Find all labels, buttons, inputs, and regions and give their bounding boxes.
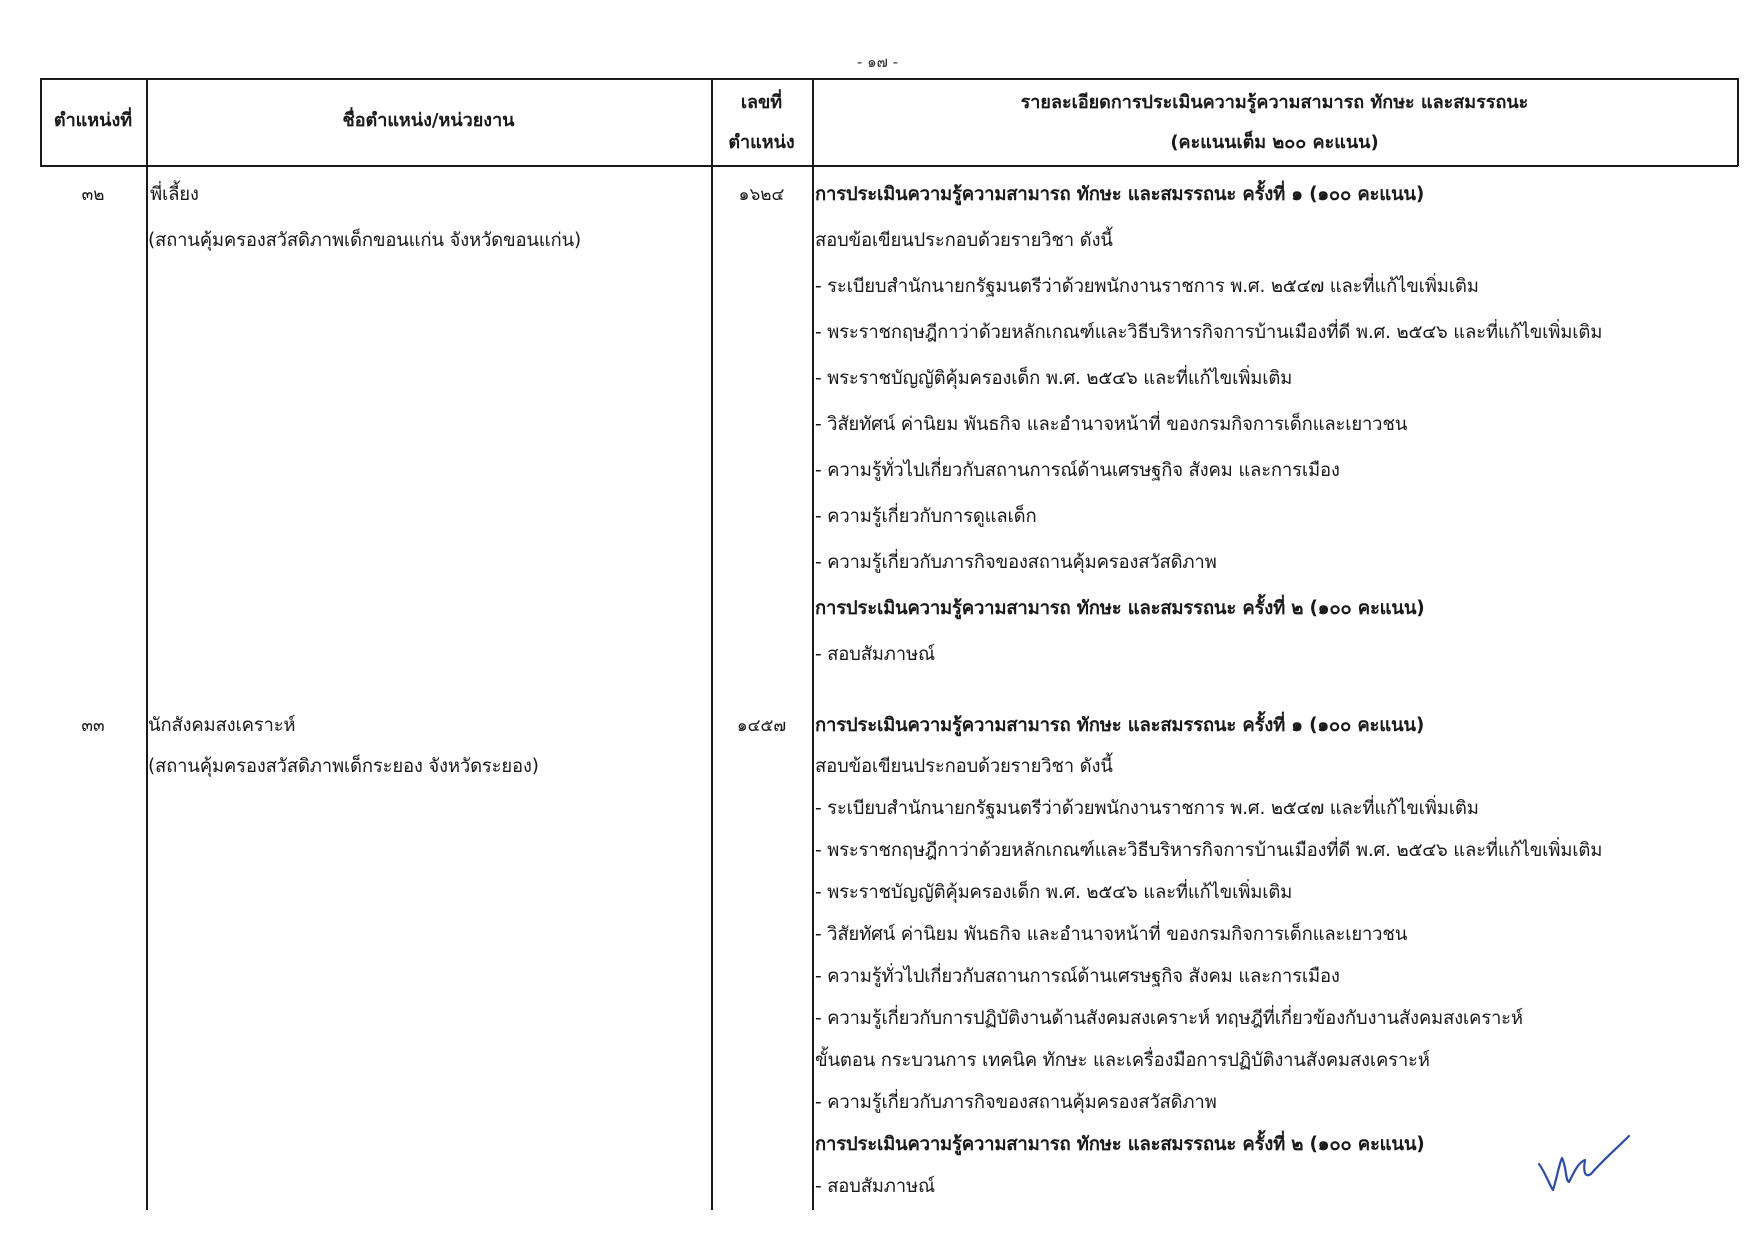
detail-line: - สอบสัมภาษณ์ [815,1176,935,1197]
row-unit: (สถานคุ้มครองสวัสดิภาพเด็กระยอง จังหวัดระยอง) [148,756,539,777]
header-bottom-border [40,165,1738,167]
row-seq: ๓๓ [81,716,105,736]
detail-line: - ความรู้เกี่ยวกับการปฏิบัติงานด้านสังคมสงเคราะห์ ทฤษฎีที่เกี่ยวข้องกับงานสังคมสงเคราะห์ [815,1008,1523,1029]
detail-line: - พระราชกฤษฎีกาว่าด้วยหลักเกณฑ์และวิธีบริหารกิจการบ้านเมืองที่ดี พ.ศ. ๒๕๔๖ และที่แก้ไขเพิ่มเติม [815,322,1603,343]
detail-line: สอบข้อเขียนประกอบด้วยรายวิชา ดังนี้ [815,756,1113,777]
detail-line: - พระราชบัญญัติคุ้มครองเด็ก พ.ศ. ๒๕๔๖ และที่แก้ไขเพิ่มเติม [815,368,1293,389]
detail-line: - ระเบียบสำนักนายกรัฐมนตรีว่าด้วยพนักงานราชการ พ.ศ. ๒๕๔๗ และที่แก้ไขเพิ่มเติม [815,276,1479,297]
col-divider-3 [812,78,814,1210]
page-number: - ๑๗ - [856,53,899,71]
detail-line: - วิสัยทัศน์ ค่านิยม พันธกิจ และอำนาจหน้าที่ ของกรมกิจการเด็กและเยาวชน [815,414,1408,435]
detail-line: - ความรู้เกี่ยวกับภารกิจของสถานคุ้มครองสวัสดิภาพ [815,552,1217,573]
detail-line: - ความรู้เกี่ยวกับการดูแลเด็ก [815,506,1037,527]
detail-line: - พระราชบัญญัติคุ้มครองเด็ก พ.ศ. ๒๕๔๖ และที่แก้ไขเพิ่มเติม [815,882,1293,903]
detail-line: สอบข้อเขียนประกอบด้วยรายวิชา ดังนี้ [815,230,1113,251]
header-position-no-2: ตำแหน่ง [728,132,795,153]
assessment-round-heading: การประเมินความรู้ความสามารถ ทักษะ และสมรรถนะ ครั้งที่ ๒ (๑๐๐ คะแนน) [815,1134,1425,1155]
assessment-round-heading: การประเมินความรู้ความสามารถ ทักษะ และสมรรถนะ ครั้งที่ ๑ (๑๐๐ คะแนน) [815,715,1425,736]
row-unit: (สถานคุ้มครองสวัสดิภาพเด็กขอนแก่น จังหวัดขอนแก่น) [148,230,581,251]
assessment-round-heading: การประเมินความรู้ความสามารถ ทักษะ และสมรรถนะ ครั้งที่ ๒ (๑๐๐ คะแนน) [815,598,1425,619]
table-top-border [40,78,1738,80]
detail-line: - ความรู้เกี่ยวกับภารกิจของสถานคุ้มครองสวัสดิภาพ [815,1092,1217,1113]
header-details-2: (คะแนนเต็ม ๒๐๐ คะแนน) [1170,132,1379,153]
header-title-unit: ชื่อตำแหน่ง/หน่วยงาน [342,110,515,131]
detail-line: - ความรู้ทั่วไปเกี่ยวกับสถานการณ์ด้านเศรษฐกิจ สังคม และการเมือง [815,460,1340,481]
row-seq: ๓๒ [81,185,105,205]
detail-line: - ความรู้ทั่วไปเกี่ยวกับสถานการณ์ด้านเศรษฐกิจ สังคม และการเมือง [815,966,1340,987]
detail-line: - วิสัยทัศน์ ค่านิยม พันธกิจ และอำนาจหน้าที่ ของกรมกิจการเด็กและเยาวชน [815,924,1408,945]
handwritten-initials [1535,1128,1635,1198]
header-details-1: รายละเอียดการประเมินความรู้ความสามารถ ทักษะ และสมรรถนะ [1020,92,1529,113]
col-divider-2 [711,78,713,1210]
row-position-title: พี่เลี้ยง [150,184,199,205]
detail-line: - ระเบียบสำนักนายกรัฐมนตรีว่าด้วยพนักงานราชการ พ.ศ. ๒๕๔๗ และที่แก้ไขเพิ่มเติม [815,798,1479,819]
assessment-round-heading: การประเมินความรู้ความสามารถ ทักษะ และสมรรถนะ ครั้งที่ ๑ (๑๐๐ คะแนน) [815,184,1425,205]
header-position-no-1: เลขที่ [740,92,783,113]
detail-line: - พระราชกฤษฎีกาว่าด้วยหลักเกณฑ์และวิธีบริหารกิจการบ้านเมืองที่ดี พ.ศ. ๒๕๔๖ และที่แก้ไขเพิ่มเติม [815,840,1603,861]
row-position-no: ๑๔๕๗ [736,716,787,736]
table-right-border [1737,78,1739,166]
header-seq: ตำแหน่งที่ [53,110,133,131]
detail-line: ขั้นตอน กระบวนการ เทคนิค ทักษะ และเครื่องมือการปฏิบัติงานสังคมสงเคราะห์ [815,1050,1430,1071]
row-position-no: ๑๖๒๔ [738,185,785,205]
detail-line: - สอบสัมภาษณ์ [815,644,935,665]
row-position-title: นักสังคมสงเคราะห์ [148,715,296,736]
